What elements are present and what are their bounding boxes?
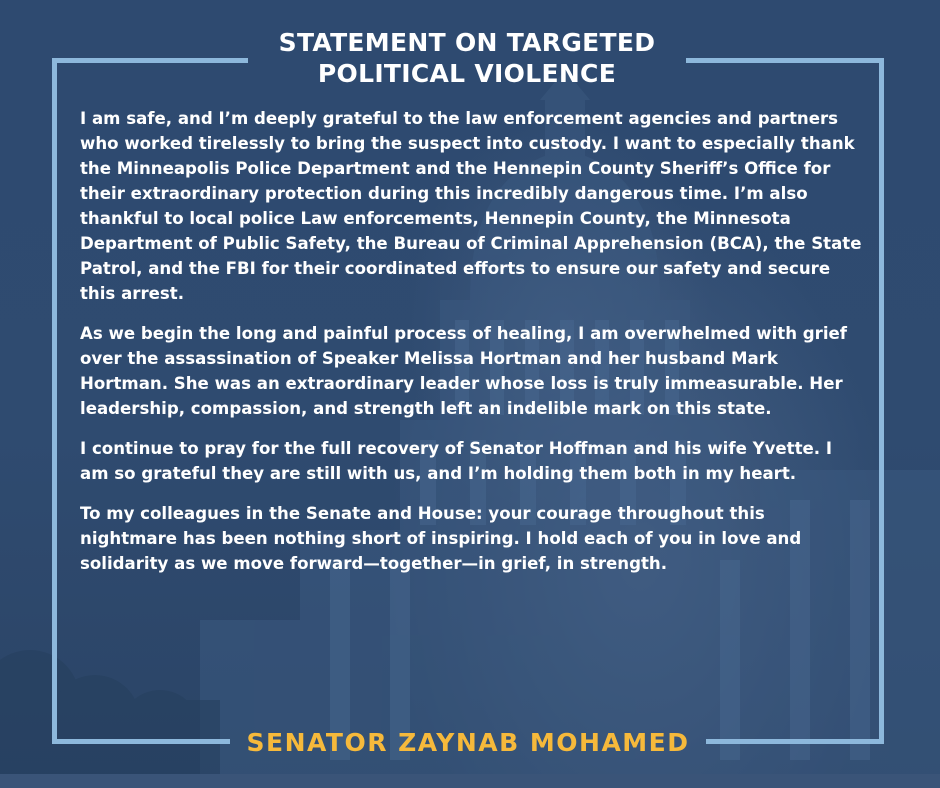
signature: SENATOR ZAYNAB MOHAMED — [246, 728, 690, 757]
title-line-1: STATEMENT ON TARGETED — [278, 28, 656, 57]
statement-body — [80, 106, 862, 591]
frame-top-right — [686, 58, 884, 63]
paragraph-3: I continue to pray for the full recovery of Senator Hoffman and his wife Yvette. I am so grateful they are still with us, and I’m holding them both in my heart. — [80, 439, 833, 483]
paragraph-4: To my colleagues in the Senate and House: your courage throughout this nightmare has been nothing short of inspiring. I hold each of you in love and solidarity as we move forward—together—in grief, in strength. — [80, 504, 802, 573]
bottom-strip — [0, 774, 940, 788]
frame-bottom-right — [706, 739, 884, 744]
frame-top-left — [52, 58, 248, 63]
frame-left — [52, 58, 57, 744]
paragraph-2: As we begin the long and painful process of healing, I am overwhelmed with grief over the assassination of Speaker Melissa Hortman and her husband Mark Hortman. She was an extraordinary leader whose loss is truly immeasurable. Her leadership, compassion, and strength left an indelible mark on this state. — [80, 324, 848, 418]
frame-right — [879, 58, 884, 744]
title-line-2: POLITICAL VIOLENCE — [317, 59, 617, 88]
statement-title — [250, 27, 684, 89]
paragraph-1: I am safe, and I’m deeply grateful to the law enforcement agencies and partners who worked tirelessly to bring the suspect into custody. I want to especially thank the Minneapolis Police Department and the Hennepin County Sheriff’s Office for their extraordinary protection during this incredibly dangerous time. I’m also thankful to local police Law enforcements, Hennepin County, the Minnesota Department of Public Safety, the Bureau of Criminal Apprehension (BCA), the State Patrol, and the FBI for their coordinated efforts to ensure our safety and secure this arrest. — [80, 109, 862, 303]
frame-bottom-left — [52, 739, 230, 744]
